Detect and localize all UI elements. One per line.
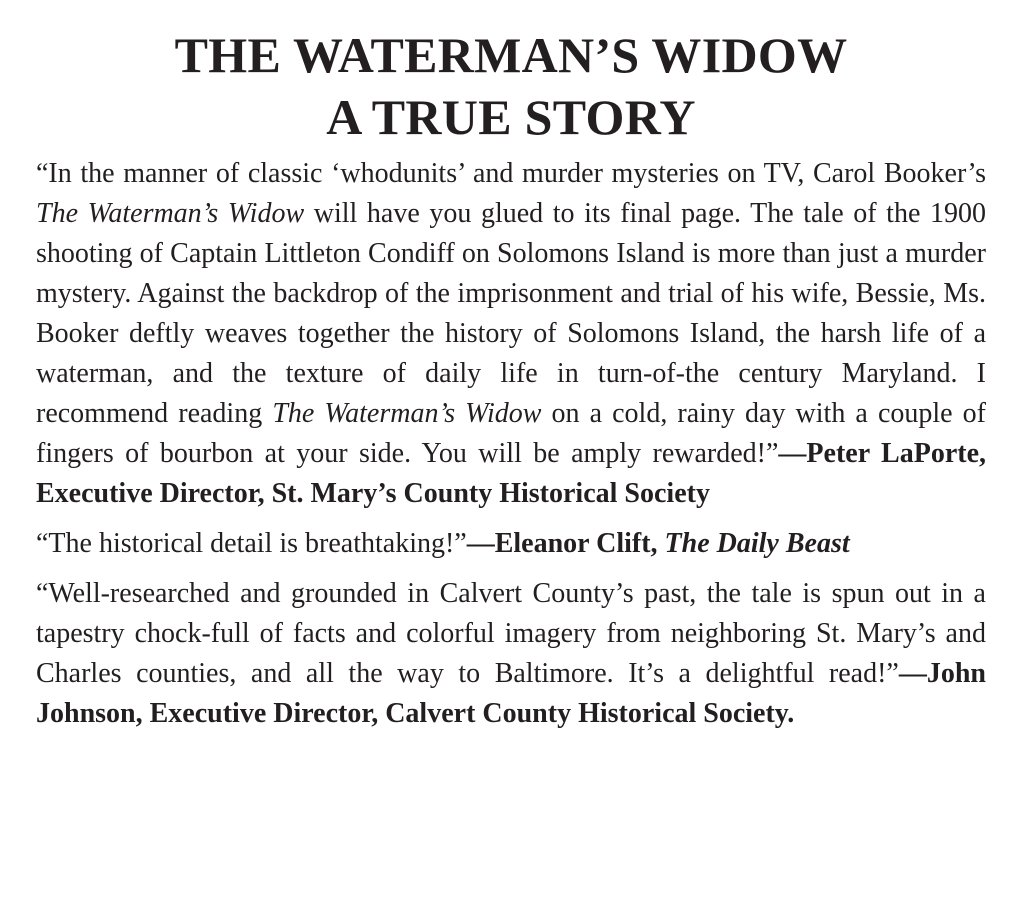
quote-text: “The historical detail is breathtaking!” — [36, 528, 467, 559]
title-line-1: THE WATERMAN’S WIDOW — [174, 27, 848, 83]
quote-attribution: —Peter LaPorte, Executive Director, St. Mary’s County Historical Society — [36, 438, 986, 509]
page-title — [36, 24, 986, 148]
attribution-name: —Eleanor Clift, — [466, 528, 665, 559]
review-quote-johnson — [36, 574, 986, 734]
book-blurb-page — [36, 24, 986, 744]
review-quote-clift — [36, 524, 986, 564]
book-title-italic: The Waterman’s Widow — [272, 398, 542, 429]
quote-attribution — [467, 528, 850, 559]
quote-text: will have you glued to its final page. The tale of the 1900 shooting of Captain Littleton Condiff on Solomons Island is more than just a murder mystery. Against the backdrop of the imprisonment and trial of his wife, Bessie, Ms. Booker deftly weaves together the history of Solomons Island, the harsh life of a waterman, and the texture of daily life in turn-of-the century Maryland. I recommend reading — [36, 198, 986, 429]
review-quote-laporte — [36, 154, 986, 514]
quote-text: on a cold, rainy day with a couple of fingers of bourbon at your side. You will be amply rewarded!” — [36, 398, 986, 469]
quote-text: “Well-researched and grounded in Calvert County’s past, the tale is spun out in a tapestry chock-full of facts and colorful imagery from neighboring St. Mary’s and Charles counties, and all the way to Baltimore. It’s a delightful read!” — [36, 578, 986, 689]
quote-attribution: —John Johnson, Executive Director, Calvert County Historical Society. — [36, 658, 986, 729]
title-line-2: A TRUE STORY — [326, 89, 696, 145]
book-title-italic: The Waterman’s Widow — [36, 198, 305, 229]
quote-text: “In the manner of classic ‘whodunits’ and murder mysteries on TV, Carol Booker’s — [36, 158, 986, 189]
publication-name: The Daily Beast — [664, 528, 850, 559]
